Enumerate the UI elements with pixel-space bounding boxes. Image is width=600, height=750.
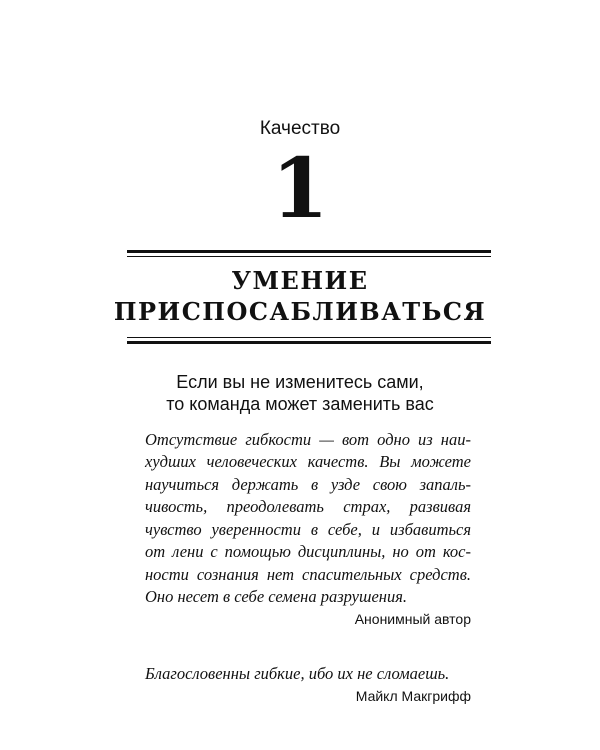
bottom-rule-thick: [127, 341, 491, 344]
quote-line: от лени с помощью дисциплины, но от кос-: [145, 542, 471, 561]
chapter-number: 1: [271, 141, 329, 237]
epigraph-line-2: то команда может заменить вас: [166, 394, 434, 414]
quote-2-author: Майкл Макгрифф: [355, 688, 471, 704]
quote-line: худших человеческих качеств. Вы можете: [145, 452, 471, 471]
chapter-title-line-2: ПРИСПОСАБЛИВАТЬСЯ: [113, 297, 487, 326]
quote-line: чивость, преодолевать страх, развивая: [145, 497, 471, 516]
top-rule-thick: [127, 250, 491, 253]
quote-line: Оно несет в себе семена разрушения.: [145, 587, 408, 606]
chapter-label: Качество: [259, 118, 341, 139]
quote-line: Отсутствие гибкости — вот одно из наи-: [145, 430, 471, 449]
quote-line: научиться держать в узде свою запаль-: [145, 475, 471, 494]
quote-line: ности сознания нет спасительных средств.: [145, 565, 471, 584]
quote-line: чувство уверенности в себе, и избавиться: [145, 520, 471, 539]
quote-2-text: Благословенны гибкие, ибо их не сломаешь.: [145, 664, 450, 683]
bottom-rule-thin: [127, 337, 491, 338]
epigraph-line-1: Если вы не изменитесь сами,: [176, 372, 424, 392]
top-rule-thin: [127, 256, 491, 257]
quote-author: Анонимный автор: [354, 611, 471, 627]
chapter-title-line-1: УМЕНИЕ: [231, 266, 369, 295]
